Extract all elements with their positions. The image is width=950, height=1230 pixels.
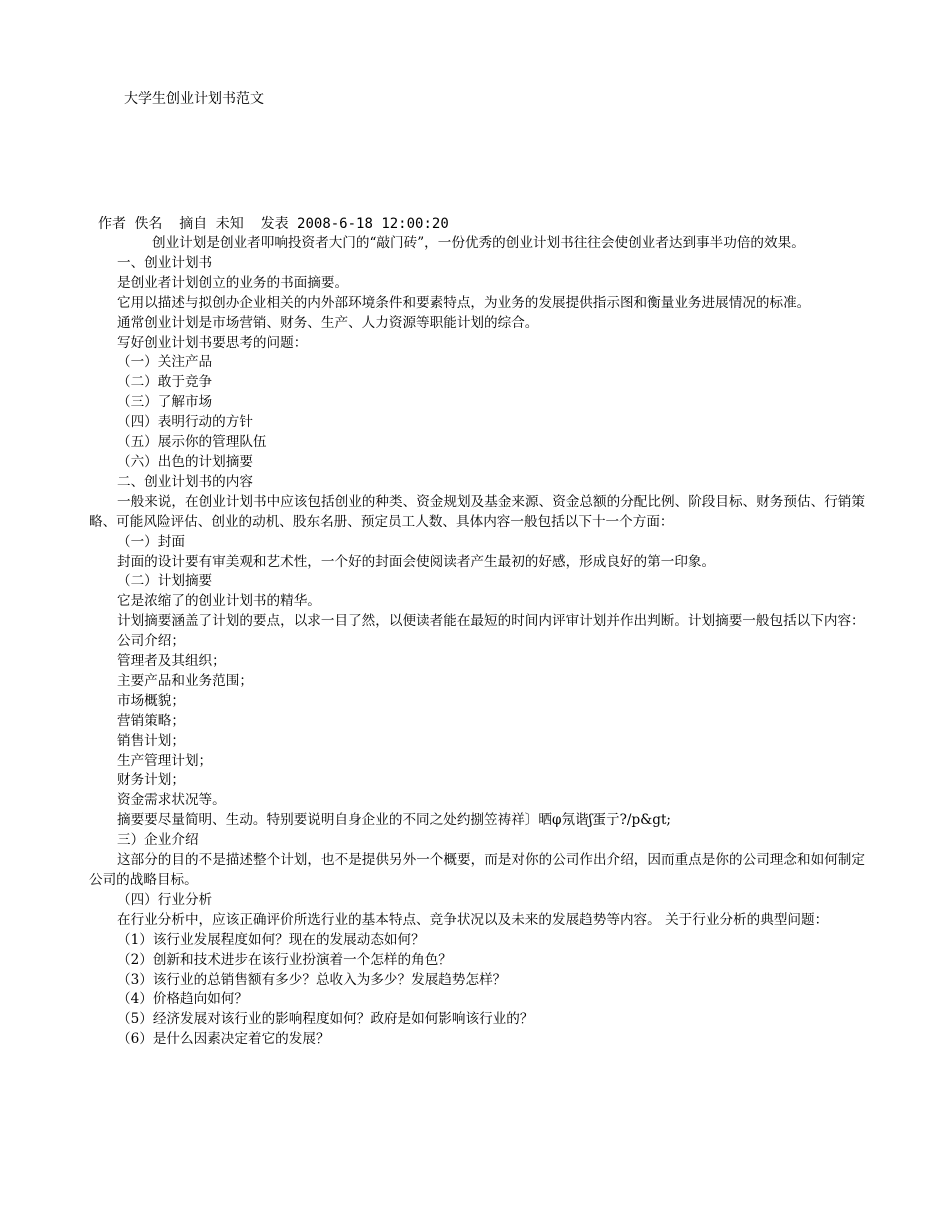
subsection-heading: （二）计划摘要 (117, 573, 213, 590)
list-item: 管理者及其组织； (117, 653, 226, 670)
list-item: （一）关注产品 (117, 354, 213, 371)
list-item: （5）经济发展对该行业的影响程度如何？政府是如何影响该行业的？ (117, 1011, 534, 1028)
section-heading: 二、创业计划书的内容 (117, 473, 253, 490)
list-item: （三）了解市场 (117, 394, 213, 411)
section-heading: 一、创业计划书 (117, 254, 213, 271)
list-item: （2）创新和技术进步在该行业扮演着一个怎样的角色？ (117, 951, 452, 968)
list-item: （六）出色的计划摘要 (117, 453, 253, 470)
list-item: 财务计划； (117, 772, 185, 789)
source-label: 摘自 (179, 216, 208, 232)
published-date: 2008-6-18 12:00:20 (297, 216, 449, 232)
list-item: 生产管理计划； (117, 752, 213, 769)
paragraph: 计划摘要涵盖了计划的要点，以求一目了然，以便读者能在最短的时间内评审计划并作出判断。计划摘要一般包括以下内容： (117, 613, 865, 630)
list-item: （四）表明行动的方针 (117, 414, 253, 431)
list-item: 公司介绍； (117, 633, 185, 650)
paragraph: 它是浓缩了的创业计划书的精华。 (117, 593, 321, 610)
author: 佚名 (134, 216, 163, 232)
document-body (89, 234, 865, 1050)
list-item: （二）敢于竞争 (117, 374, 213, 391)
published-label: 发表 (260, 216, 289, 232)
subsection-heading: 三）企业介绍 (117, 832, 199, 849)
paragraph: 摘要要尽量简明、生动。特别要说明自身企业的不同之处约捌笠祷祥〕晒φ氖谐ʃ蛋亍?/p&gt; (117, 812, 671, 829)
paragraph: 写好创业计划书要思考的问题： (117, 334, 308, 351)
subsection-heading: （四）行业分析 (117, 891, 213, 908)
subsection-heading: （一）封面 (117, 533, 185, 550)
list-item: 营销策略； (117, 712, 185, 729)
paragraph: 通常创业计划是市场营销、财务、生产、人力资源等职能计划的综合。 (117, 314, 539, 331)
list-item: （1）该行业发展程度如何？现在的发展动态如何？ (117, 931, 425, 948)
paragraph: 封面的设计要有审美观和艺术性，一个好的封面会使阅读者产生最初的好感，形成良好的第一印象。 (117, 553, 716, 570)
paragraph: 是创业者计划创立的业务的书面摘要。 (117, 274, 349, 291)
paragraph: 这部分的目的不是描述整个计划，也不是提供另外一个概要，而是对你的公司作出介绍，因而重点是你的公司理念和如何制定公司的战略目标。 (89, 852, 865, 888)
list-item: （4）价格趋向如何？ (117, 991, 248, 1008)
paragraph: 在行业分析中，应该正确评价所选行业的基本特点、竞争状况以及未来的发展趋势等内容。 关于行业分析的典型问题： (117, 911, 829, 928)
paragraph: 它用以描述与拟创办企业相关的内外部环境条件和要素特点，为业务的发展提供指示图和衡量业务进展情况的标准。 (117, 294, 811, 311)
list-item: （五）展示你的管理队伍 (117, 434, 267, 451)
list-item: （6）是什么因素决定着它的发展？ (117, 1031, 330, 1048)
author-label: 作者 (98, 216, 126, 232)
list-item: 销售计划； (117, 732, 185, 749)
paragraph: 创业计划是创业者叩响投资者大门的“敲门砖”，一份优秀的创业计划书往往会使创业者达到事半功倍的效果。 (152, 235, 805, 251)
list-item: （3）该行业的总销售额有多少？总收入为多少？发展趋势怎样？ (117, 971, 507, 988)
document-title: 大学生创业计划书范文 (124, 91, 264, 107)
list-item: 主要产品和业务范围； (117, 672, 253, 689)
paragraph: 一般来说，在创业计划书中应该包括创业的种类、资金规划及基金来源、资金总额的分配比例、阶段目标、财务预估、行销策略、可能风险评估、创业的动机、股东名册、预定员工人数、具体内容一般包括以下十一个方面： (89, 493, 865, 530)
byline (98, 215, 449, 234)
list-item: 资金需求状况等。 (117, 792, 226, 809)
list-item: 市场概貌； (117, 692, 185, 709)
source: 未知 (215, 216, 244, 232)
